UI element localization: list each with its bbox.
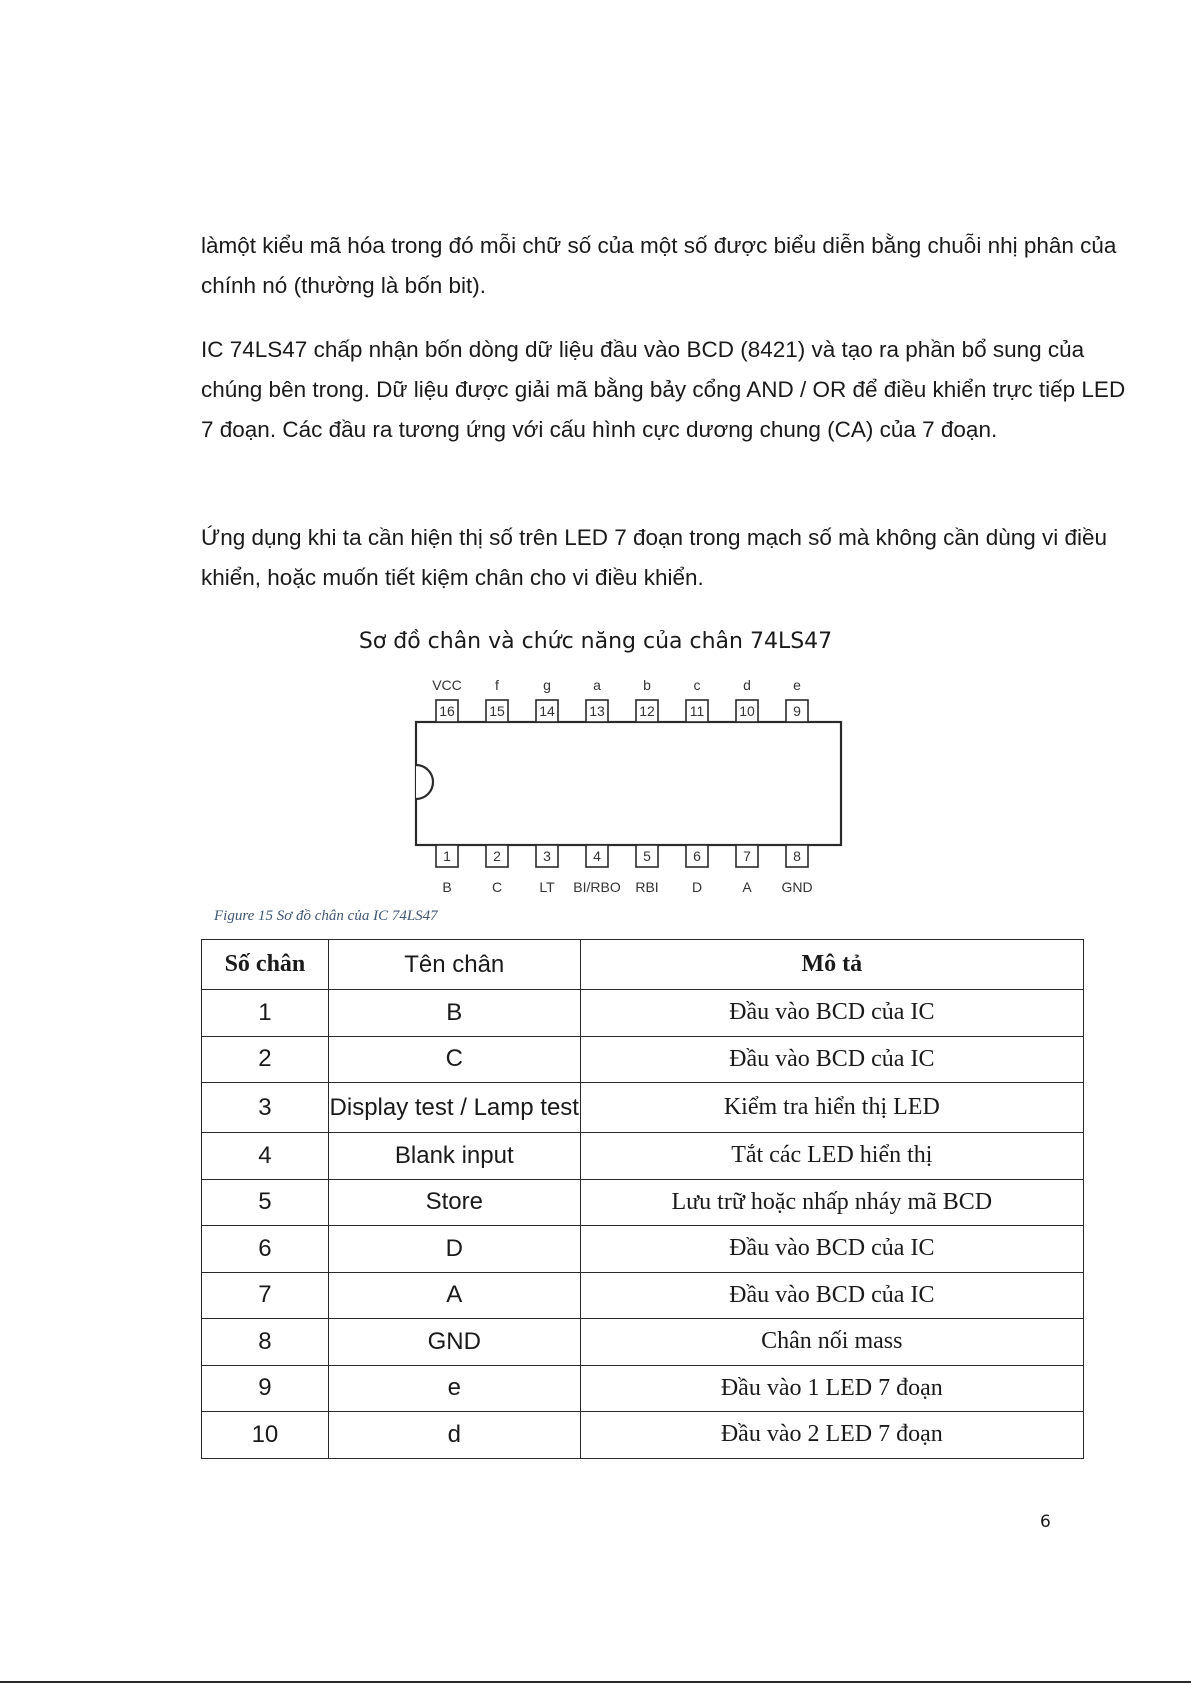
pin-number: 7: [743, 848, 751, 864]
top-pin-15: [486, 677, 508, 722]
pin-description-cell: Đầu vào 2 LED 7 đoạn: [580, 1412, 1083, 1459]
pin-name-cell: e: [328, 1365, 580, 1412]
pin-number: 16: [439, 703, 455, 719]
pin-label: B: [442, 879, 452, 895]
pin-label: BI/RBO: [573, 879, 621, 895]
pin-description-cell: Đầu vào BCD của IC: [580, 1226, 1083, 1273]
table-row: [202, 1083, 1084, 1133]
pin-number-cell: 2: [202, 1036, 329, 1083]
table-header-row: [202, 940, 1084, 990]
pin-number-cell: 6: [202, 1226, 329, 1273]
bottom-pin-1: [436, 845, 458, 895]
table-row: [202, 990, 1084, 1037]
ic-description-paragraph: IC 74LS47 chấp nhận bốn dòng dữ liệu đầu vào BCD (8421) và tạo ra phần bổ sung của chúng bên trong. Dữ liệu được giải mã bằng bảy cổng AND / OR để điều khiển trực tiếp LED 7 đoạn. Các đầu ra tương ứng với cấu hình cực dương chung (CA) của 7 đoạn.: [201, 337, 1126, 442]
table-row: [202, 1412, 1084, 1459]
bottom-pin-3: [536, 845, 558, 895]
table-row: [202, 1179, 1084, 1226]
top-pin-16: [432, 677, 462, 722]
application-paragraph: Ứng dụng khi ta cần hiện thị số trên LED 7 đoạn trong mạch số mà không cần dùng vi điều khiển, hoặc muốn tiết kiệm chân cho vi điều khiển.: [201, 525, 1108, 590]
pin-label: GND: [781, 879, 813, 895]
pin-number-cell: 3: [202, 1083, 329, 1133]
pin-description-cell: Đầu vào BCD của IC: [580, 1272, 1083, 1319]
top-pin-12: [636, 677, 658, 722]
top-pin-10: [736, 677, 758, 722]
pin-description-cell: Đầu vào BCD của IC: [580, 1036, 1083, 1083]
pin-name-cell: B: [328, 990, 580, 1037]
pin-label: e: [793, 677, 801, 693]
header-pin-number: Số chân: [202, 940, 329, 990]
pin-number: 3: [543, 848, 551, 864]
pin-label: A: [742, 879, 752, 895]
pin-number-cell: 5: [202, 1179, 329, 1226]
pin-name-cell: Blank input: [328, 1133, 580, 1180]
pin-number: 1: [443, 848, 451, 864]
pin-name-cell: GND: [328, 1319, 580, 1366]
top-pin-14: [536, 677, 558, 722]
pin-label: C: [491, 879, 503, 895]
table-row: [202, 1226, 1084, 1273]
pin-label: d: [743, 677, 751, 693]
pin-number: 8: [793, 848, 801, 864]
pin-number: 4: [593, 848, 601, 864]
pin-number: 5: [643, 848, 651, 864]
pin-number-cell: 8: [202, 1319, 329, 1366]
pin-number: 11: [689, 703, 705, 719]
pin-number-cell: 7: [202, 1272, 329, 1319]
bottom-pin-5: [635, 845, 658, 895]
table-row: [202, 1272, 1084, 1319]
pin-label: g: [543, 677, 551, 693]
intro-paragraph: làmột kiểu mã hóa trong đó mỗi chữ số của một số được biểu diễn bằng chuỗi nhị phân của chính nó (thường là bốn bit).: [201, 233, 1117, 298]
bottom-pin-7: [736, 845, 758, 895]
pin-number: 10: [739, 703, 755, 719]
pin-number-cell: 9: [202, 1365, 329, 1412]
pin-description-cell: Lưu trữ hoặc nhấp nháy mã BCD: [580, 1179, 1083, 1226]
bottom-pin-4: [573, 845, 621, 895]
pin-name-cell: d: [328, 1412, 580, 1459]
pin-number: 2: [493, 848, 501, 864]
pin-name-cell: D: [328, 1226, 580, 1273]
pinout-diagram: [402, 670, 878, 908]
pin-name-cell: C: [328, 1036, 580, 1083]
pin-name-cell: Display test / Lamp test: [328, 1083, 580, 1133]
pin-label: b: [643, 677, 651, 693]
pin-description-cell: Tắt các LED hiển thị: [580, 1133, 1083, 1180]
page-number: 6: [1040, 1512, 1051, 1532]
ic-chip-body: [416, 722, 841, 845]
pin-name-cell: Store: [328, 1179, 580, 1226]
pin-number-cell: 4: [202, 1133, 329, 1180]
pin-description-cell: Đầu vào 1 LED 7 đoạn: [580, 1365, 1083, 1412]
table-row: [202, 1133, 1084, 1180]
table-row: [202, 1319, 1084, 1366]
pin-number: 6: [693, 848, 701, 864]
pin-label: a: [593, 677, 601, 693]
bottom-pin-6: [686, 845, 708, 895]
top-pin-9: [786, 677, 808, 722]
figure-title: Sơ đồ chân và chức năng của chân 74LS47: [358, 629, 833, 654]
pin-number: 13: [589, 703, 605, 719]
pin-label: VCC: [432, 677, 462, 693]
pin-description-cell: Chân nối mass: [580, 1319, 1083, 1366]
pin-label: D: [691, 879, 703, 895]
table-row: [202, 1365, 1084, 1412]
bottom-divider: [0, 1681, 1191, 1683]
figure-caption: Figure 15 Sơ đồ chân của IC 74LS47: [214, 908, 438, 924]
pin-number-cell: 10: [202, 1412, 329, 1459]
bottom-pin-8: [781, 845, 812, 895]
pin-description-cell: Kiểm tra hiển thị LED: [580, 1083, 1083, 1133]
pin-label: c: [693, 677, 701, 693]
pin-number: 14: [539, 703, 555, 719]
header-pin-name: Tên chân: [328, 940, 580, 990]
pin-label: LT: [539, 879, 555, 895]
pin-number: 15: [489, 703, 505, 719]
pin-number: 12: [639, 703, 655, 719]
top-pin-11: [686, 677, 708, 722]
bottom-pin-2: [486, 845, 508, 895]
pin-number-cell: 1: [202, 990, 329, 1037]
pin-description-cell: Đầu vào BCD của IC: [580, 990, 1083, 1037]
table-row: [202, 1036, 1084, 1083]
pin-label: f: [495, 677, 499, 693]
header-description: Mô tả: [580, 940, 1083, 990]
pin-number: 9: [793, 703, 801, 719]
pin-label: RBI: [635, 879, 659, 895]
top-pin-13: [586, 677, 608, 722]
pin-function-table: [201, 939, 1084, 1459]
pin-name-cell: A: [328, 1272, 580, 1319]
